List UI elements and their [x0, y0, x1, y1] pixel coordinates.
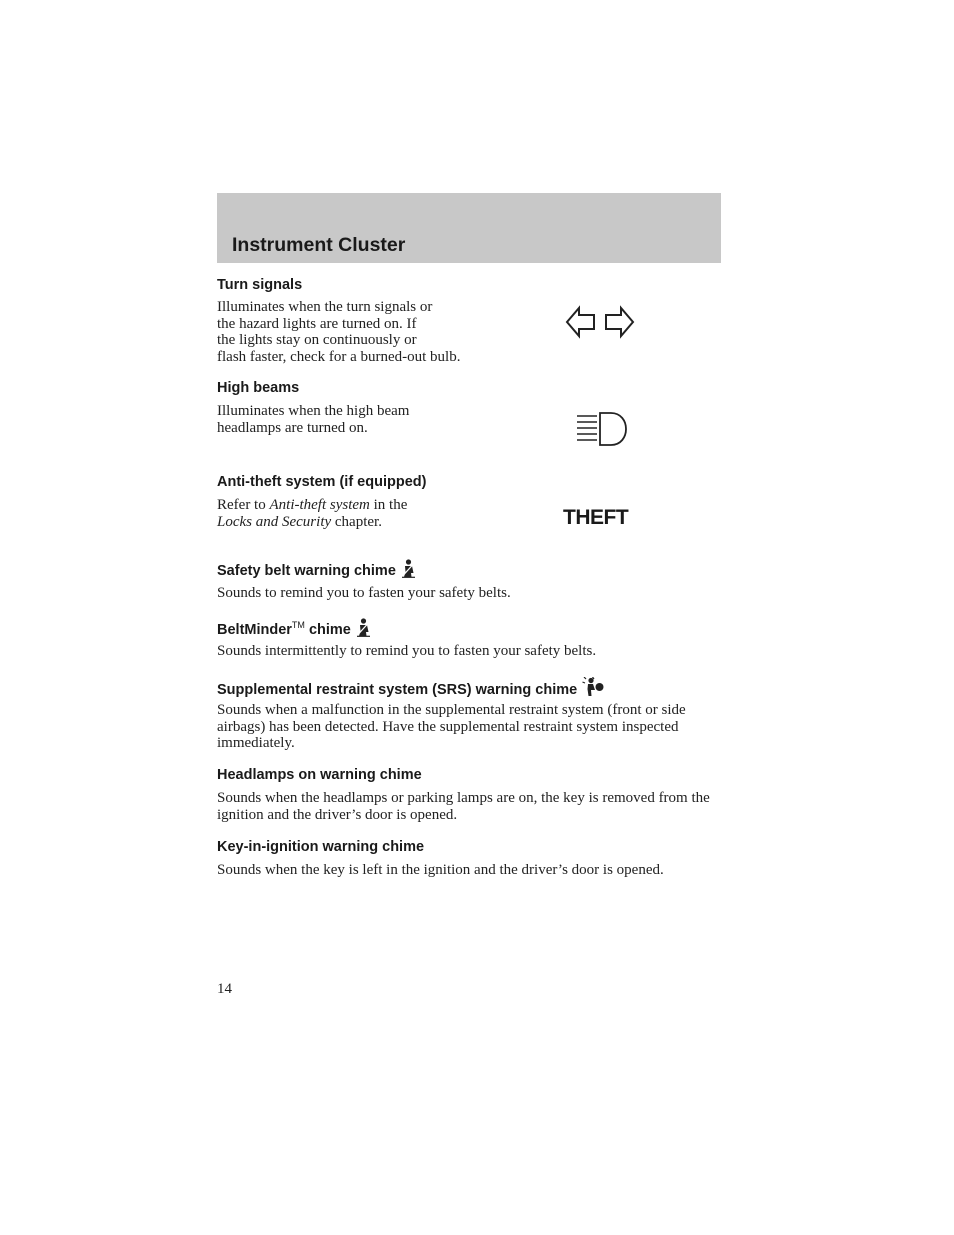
srs-heading: Supplemental restraint system (SRS) warning chime	[217, 677, 606, 698]
headlamps-heading: Headlamps on warning chime	[217, 767, 422, 783]
beltminder-heading: BeltMinder™ chime	[217, 618, 371, 638]
turn-signal-arrows-icon	[565, 305, 635, 339]
airbag-icon	[582, 677, 606, 697]
high-beam-icon	[575, 411, 629, 447]
page-title: Instrument Cluster	[232, 234, 406, 256]
anti-theft-system-reference: Anti-theft system	[269, 497, 370, 513]
key-in-ignition-heading: Key-in-ignition warning chime	[217, 839, 425, 855]
seatbelt-icon	[356, 618, 371, 637]
theft-indicator-label: THEFT	[563, 506, 629, 529]
anti-theft-text: Refer to Anti-theft system in the Locks and Security chapter.	[217, 497, 408, 530]
turn-signals-heading: Turn signals	[217, 277, 303, 293]
trademark-symbol: TM	[291, 620, 305, 630]
safety-belt-heading: Safety belt warning chime	[217, 559, 416, 579]
beltminder-text: Sounds intermittently to remind you to fasten your safety belts.	[217, 643, 597, 659]
page-number: 14	[217, 981, 232, 997]
high-beams-text: Illuminates when the high beam headlamps are turned on.	[217, 403, 410, 436]
high-beams-heading: High beams	[217, 380, 300, 396]
srs-text: Sounds when a malfunction in the supplemental restraint system (front or side airbags) has been detected. Have the supplemental restraint system inspected immediately.	[217, 702, 686, 751]
safety-belt-text: Sounds to remind you to fasten your safety belts.	[217, 585, 511, 601]
turn-signals-text: Illuminates when the turn signals or the hazard lights are turned on. If the lights stay on continuously or flash faster, check for a burned-out bulb.	[217, 299, 461, 365]
headlamps-text: Sounds when the headlamps or parking lamps are on, the key is removed from the ignition and the driver’s door is opened.	[217, 790, 710, 823]
anti-theft-heading: Anti-theft system (if equipped)	[217, 474, 427, 490]
locks-and-security-reference: Locks and Security	[217, 513, 332, 530]
section-header-band	[217, 193, 721, 263]
key-in-ignition-text: Sounds when the key is left in the ignition and the driver’s door is opened.	[217, 862, 664, 878]
seatbelt-icon	[401, 559, 416, 578]
